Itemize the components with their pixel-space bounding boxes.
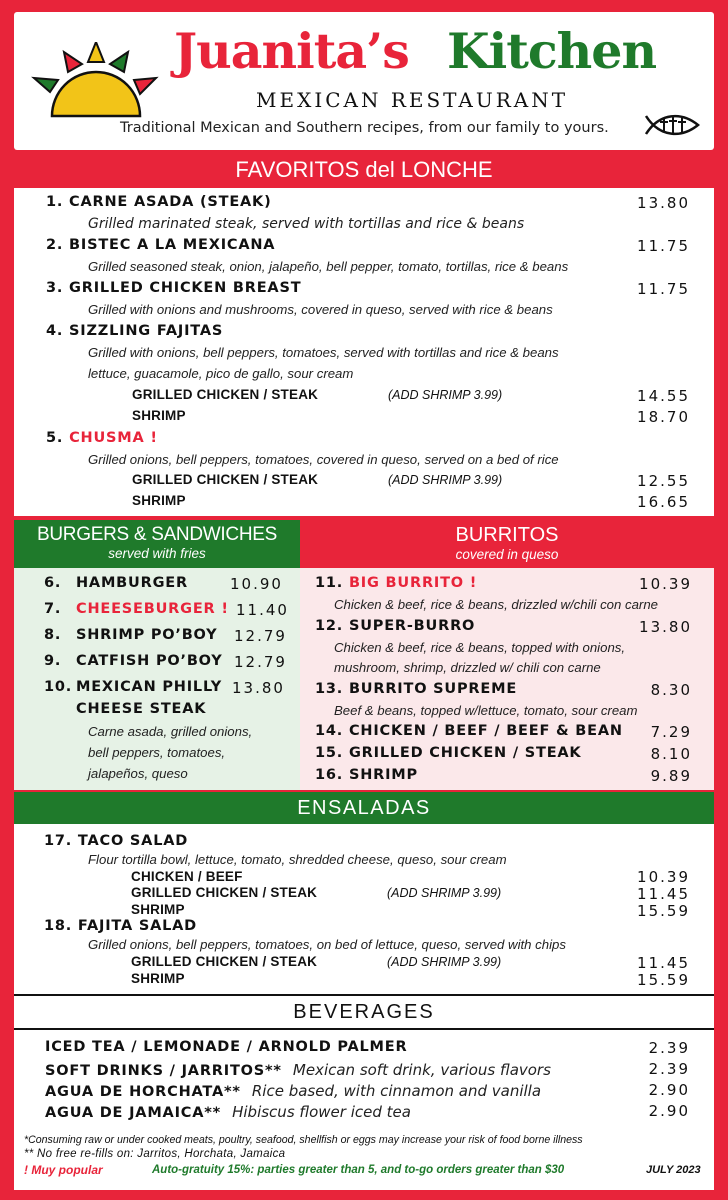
add-shrimp-note: (ADD SHRIMP 3.99) (388, 473, 503, 487)
item-number: 14. (315, 723, 344, 739)
beverage-price: 2.90 (648, 1102, 690, 1120)
beverage-name: AGUA DE HORCHATA** (45, 1084, 241, 1100)
option-price: 11.45 (637, 885, 690, 903)
option-price: 16.65 (637, 493, 690, 511)
option-price: 10.39 (637, 868, 690, 886)
burgers-panel (14, 568, 300, 790)
menu-item-name (315, 618, 475, 634)
food-safety-disclaimer: *Consuming raw or under cooked meats, poultry, seafood, shellfish or eggs may increase your risk of food borne illness (24, 1134, 583, 1146)
popular-item-name: CHEESEBURGER ! (76, 601, 229, 617)
option-price: 15.59 (637, 902, 690, 920)
menu-item-price: 9.89 (650, 767, 692, 785)
menu-item-desc: bell peppers, tomatoes, (88, 745, 226, 760)
menu-item-desc: Grilled onions, bell peppers, tomatoes, covered in queso, served on a bed of rice (88, 452, 559, 467)
option-label: GRILLED CHICKEN / STEAK (131, 885, 318, 900)
section-subtitle-burritos: covered in queso (455, 547, 559, 562)
menu-item-price: 13.80 (232, 679, 285, 697)
menu-item-price: 12.79 (234, 653, 287, 671)
menu-item-price: 12.79 (234, 627, 287, 645)
option-price: 15.59 (637, 971, 690, 989)
menu-item-price: 11.75 (637, 237, 690, 255)
menu-item-name: 4. SIZZLING FAJITAS (46, 323, 224, 339)
item-number: 6. (44, 575, 62, 591)
item-number: 11. (315, 575, 344, 591)
menu-item-price: 10.90 (230, 575, 283, 593)
option-price: 12.55 (637, 472, 690, 490)
menu-item-name-text: SUPER-BURRO (348, 618, 476, 634)
menu-item-desc: Grilled with onions and mushrooms, covered in queso, served with rice & beans (88, 302, 553, 317)
option-label: SHRIMP (131, 971, 185, 986)
menu-item-name: 17. TACO SALAD (44, 833, 189, 849)
menu-item-desc: Flour tortilla bowl, lettuce, tomato, shredded cheese, queso, sour cream (88, 852, 507, 867)
beverage-desc: Hibiscus flower iced tea (232, 1103, 411, 1121)
beverage-price: 2.39 (648, 1060, 690, 1078)
item-number: 7. (44, 601, 62, 617)
popular-item-name: CHUSMA ! (69, 430, 158, 446)
menu-item-name (315, 723, 623, 739)
menu-item-name: 3. GRILLED CHICKEN BREAST (46, 280, 302, 296)
menu-item-name: SHRIMP PO’BOY (76, 627, 218, 643)
add-shrimp-note: (ADD SHRIMP 3.99) (388, 388, 503, 402)
option-label: GRILLED CHICKEN / STEAK (131, 954, 318, 969)
menu-item-name: 18. FAJITA SALAD (44, 918, 197, 934)
menu-item-desc: Chicken & beef, rice & beans, drizzled w/chili con carne (334, 597, 658, 612)
beverage-name: ICED TEA / LEMONADE / ARNOLD PALMER (45, 1039, 408, 1055)
burritos-panel (300, 568, 714, 790)
menu-item-name-text: SHRIMP (348, 767, 418, 783)
option-price: 11.45 (637, 954, 690, 972)
menu-item-name-line2: CHEESE STEAK (76, 701, 207, 717)
menu-item-desc: mushroom, shrimp, drizzled w/ chili con carne (334, 660, 601, 675)
menu-item-price: 10.39 (639, 575, 692, 593)
menu-item-name (46, 430, 158, 446)
menu-item-name: MEXICAN PHILLY (76, 679, 223, 695)
popular-item-name: BIG BURRITO ! (348, 575, 478, 591)
header (14, 12, 714, 150)
menu-item-price: 11.40 (236, 601, 289, 619)
item-number: 16. (315, 767, 344, 783)
beverages-panel (14, 1030, 714, 1190)
menu-date: JULY 2023 (646, 1164, 701, 1176)
option-price: 14.55 (637, 387, 690, 405)
section-title-ensaladas: ENSALADAS (14, 792, 714, 824)
menu-item-desc: Grilled onions, bell peppers, tomatoes, on bed of lettuce, queso, served with chips (88, 937, 566, 952)
menu-item-name-text: BURRITO SUPREME (348, 681, 518, 697)
gratuity-note: Auto-gratuity 15%: parties greater than 5, and to-go orders greater than $30 (152, 1164, 565, 1176)
menu-item-name (315, 681, 517, 697)
item-number: 12. (315, 618, 344, 634)
restaurant-name-part1: Juanita’s (174, 22, 409, 80)
menu-item-desc: Carne asada, grilled onions, (88, 724, 253, 739)
menu-item-name: 2. BISTEC A LA MEXICANA (46, 237, 276, 253)
add-shrimp-note: (ADD SHRIMP 3.99) (387, 955, 502, 969)
beverage-name: SOFT DRINKS / JARRITOS** (45, 1063, 282, 1079)
menu-item-name (315, 767, 418, 783)
option-label: CHICKEN / BEEF (131, 869, 243, 884)
add-shrimp-note: (ADD SHRIMP 3.99) (387, 886, 502, 900)
item-number: 15. (315, 745, 344, 761)
beverage-price: 2.39 (648, 1039, 690, 1057)
section-subtitle-burgers: served with fries (108, 546, 206, 561)
refill-note: ** No free re-fills on: Jarritos, Horchata, Jamaica (24, 1148, 286, 1160)
ichthys-fish-icon (642, 110, 706, 140)
menu-item-desc: lettuce, guacamole, pico de gallo, sour cream (88, 366, 354, 381)
beverage-price: 2.90 (648, 1081, 690, 1099)
menu-item-desc: jalapeños, queso (88, 766, 188, 781)
option-label: SHRIMP (132, 408, 186, 423)
beverage-desc: Mexican soft drink, various flavors (292, 1061, 551, 1079)
menu-item-name: HAMBURGER (76, 575, 188, 591)
menu-item-number: 5. (46, 430, 64, 446)
menu-item-price: 8.30 (650, 681, 692, 699)
menu-item-name: CATFISH PO’BOY (76, 653, 223, 669)
favoritos-panel (14, 188, 714, 516)
option-price: 18.70 (637, 408, 690, 426)
beverage-row (45, 1081, 541, 1100)
menu-item-price: 11.75 (637, 280, 690, 298)
section-title-burgers: BURGERS & SANDWICHES (37, 524, 277, 545)
burgers-header (14, 520, 300, 568)
menu-item-price: 7.29 (650, 723, 692, 741)
menu-item-desc: Chicken & beef, rice & beans, topped with onions, (334, 640, 626, 655)
menu-item-desc: Grilled with onions, bell peppers, tomatoes, served with tortillas and rice & beans (88, 345, 559, 360)
beverage-row (45, 1102, 411, 1121)
popular-legend: ! Muy popular (24, 1163, 103, 1177)
menu-item-name (315, 745, 581, 761)
item-number: 9. (44, 653, 62, 669)
section-title-favoritos: FAVORITOS del LONCHE (235, 157, 493, 182)
menu-item-name (315, 575, 477, 591)
menu-item-name: 1. CARNE ASADA (STEAK) (46, 194, 272, 210)
burritos-header (300, 520, 714, 568)
ensaladas-panel (14, 824, 714, 994)
beverage-desc: Rice based, with cinnamon and vanilla (251, 1082, 542, 1100)
menu-item-price: 13.80 (637, 194, 690, 212)
option-label: SHRIMP (131, 902, 185, 917)
item-number: 10. (44, 679, 73, 695)
menu-item-desc: Grilled marinated steak, served with tortillas and rice & beans (88, 216, 525, 232)
menu-item-name-text: CHICKEN / BEEF / BEEF & BEAN (348, 723, 623, 739)
section-title-beverages: BEVERAGES (14, 996, 714, 1028)
menu-item-desc: Grilled seasoned steak, onion, jalapeño, bell pepper, tomato, tortillas, rice & beans (88, 259, 569, 274)
restaurant-name-part2: Kitchen (447, 22, 657, 80)
beverage-name: AGUA DE JAMAICA** (45, 1105, 222, 1121)
item-number: 8. (44, 627, 62, 643)
item-number: 13. (315, 681, 344, 697)
option-label: GRILLED CHICKEN / STEAK (132, 472, 319, 487)
menu-item-desc: Beef & beans, topped w/lettuce, tomato, sour cream (334, 703, 638, 718)
restaurant-subtitle: MEXICAN RESTAURANT (256, 88, 569, 112)
option-label: GRILLED CHICKEN / STEAK (132, 387, 319, 402)
menu-item-price: 13.80 (639, 618, 692, 636)
section-title-burritos: BURRITOS (455, 524, 559, 546)
tagline: Traditional Mexican and Southern recipes, from our family to yours. (120, 120, 609, 136)
menu-item-price: 8.10 (650, 745, 692, 763)
menu-item-name-text: GRILLED CHICKEN / STEAK (348, 745, 582, 761)
sun-logo-icon (30, 42, 162, 122)
option-label: SHRIMP (132, 493, 186, 508)
beverage-row (45, 1060, 551, 1079)
